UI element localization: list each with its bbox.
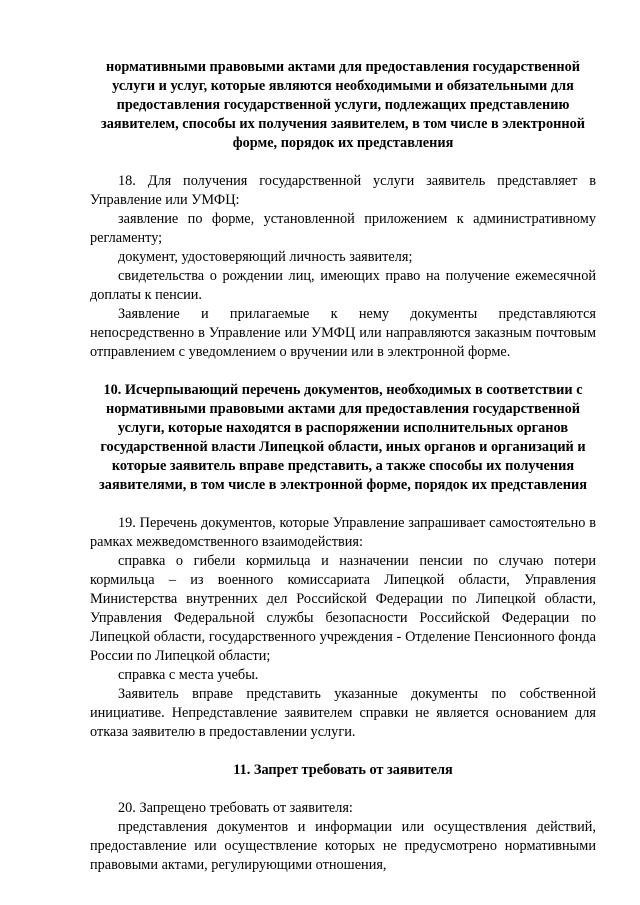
section-heading-11: 11. Запрет требовать от заявителя: [233, 762, 453, 778]
paragraph-20-item-documents: представления документов и информации или осуществления действий, предоставление или осуществление которых не предусмотрено нормативными правовыми актами, регулирующими отношения,: [90, 819, 596, 873]
paragraph-18: 18. Для получения государственной услуги заявитель представляет в Управление или УМФЦ:: [90, 173, 596, 208]
section-9-body: [90, 172, 596, 362]
section-10-body: [90, 514, 596, 742]
paragraph-18-submission: Заявление и прилагаемые к нему документы представляются непосредственно в Управление или УМФЦ или направляются заказным почтовым отправлением с уведомлением о вручении или в электронной форме.: [90, 306, 596, 360]
section-11-body: [90, 799, 596, 875]
paragraph-18-item-application: заявление по форме, установленной приложением к административному регламенту;: [90, 211, 596, 246]
paragraph-19-item-death-certificate: справка о гибели кормильца и назначении пенсии по случаю потери кормильца – из военного комиссариата Липецкой области, Управления Министерства внутренних дел Российской Федерации по Липецкой области, Управления Федеральной службы безопасности Российской Федерации по Липецкой области, государственного учреждения - Отделение Пенсионного фонда России по Липецкой области;: [90, 553, 596, 664]
section-heading-10: 10. Исчерпывающий перечень документов, необходимых в соответствии с нормативными правовыми актами для предоставления государственной услуги, которые находятся в распоряжении исполнительных органов государственной власти Липецкой области, иных органов и организаций и которые заявитель вправе представить, а также способы их получения заявителями, в том числе в электронной форме, порядок их представления: [99, 382, 587, 493]
paragraph-19-item-study-certificate: справка с места учебы.: [118, 667, 259, 683]
paragraph-18-item-identity: документ, удостоверяющий личность заявителя;: [118, 249, 413, 265]
paragraph-19: 19. Перечень документов, которые Управление запрашивает самостоятельно в рамках межведомственного взаимодействия:: [90, 515, 596, 550]
paragraph-20: 20. Запрещено требовать от заявителя:: [118, 800, 353, 816]
document-page: [90, 58, 596, 875]
section-heading-9-continued: нормативными правовыми актами для предоставления государственной услуги и услуг, которые являются необходимыми и обязательными для предоставления государственной услуги, подлежащих представлению заявителем, способы их получения заявителем, в том числе в электронной форме, порядок их представления: [101, 59, 585, 151]
paragraph-18-item-birth-certificates: свидетельства о рождении лиц, имеющих право на получение ежемесячной доплаты к пенсии.: [90, 268, 596, 303]
paragraph-19-own-initiative: Заявитель вправе представить указанные документы по собственной инициативе. Непредставление заявителем справки не является основанием для отказа заявителю в предоставлении услуги.: [90, 686, 596, 740]
